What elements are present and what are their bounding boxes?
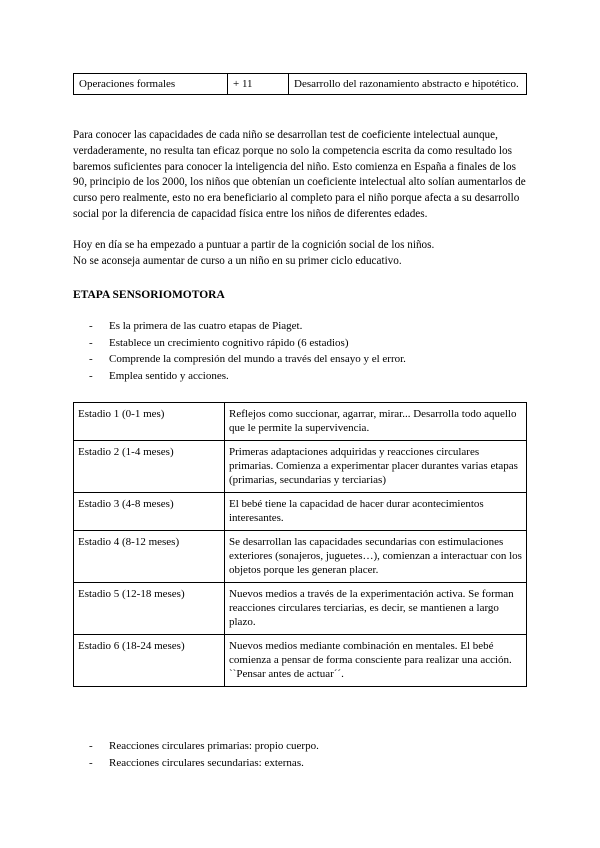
list-item: - Reacciones circulares secundarias: externas.	[89, 755, 529, 772]
description-cell: Primeras adaptaciones adquiridas y reacciones circulares primarias. Comienza a experimentar placer durantes varias etapas (primarias, secundarias y terciarias)	[225, 441, 527, 493]
table-row	[74, 531, 527, 583]
stage-cell: Estadio 3 (4-8 meses)	[74, 493, 225, 531]
table-row	[74, 635, 527, 687]
description-cell: Desarrollo del razonamiento abstracto e hipotético.	[289, 74, 527, 95]
stage-cell: Estadio 2 (1-4 meses)	[74, 441, 225, 493]
stage-cell: Estadio 6 (18-24 meses)	[74, 635, 225, 687]
stage-cell: Estadio 5 (12-18 meses)	[74, 583, 225, 635]
stages-table	[73, 402, 527, 687]
table-row	[74, 441, 527, 493]
table-row	[74, 493, 527, 531]
list-item: - Emplea sentido y acciones.	[89, 368, 529, 385]
description-cell: Reflejos como succionar, agarrar, mirar... Desarrolla todo aquello que le permite la supervivencia.	[225, 403, 527, 441]
list-item: - Comprende la compresión del mundo a través del ensayo y el error.	[89, 351, 529, 368]
circular-reactions-list	[89, 738, 529, 771]
table-row	[74, 583, 527, 635]
stage-cell: Estadio 1 (0-1 mes)	[74, 403, 225, 441]
list-item: - Reacciones circulares primarias: propio cuerpo.	[89, 738, 529, 755]
table-row	[74, 74, 527, 95]
table-row	[74, 403, 527, 441]
stage-cell: Operaciones formales	[74, 74, 228, 95]
list-item: - Establece un crecimiento cognitivo rápido (6 estadios)	[89, 335, 529, 352]
description-cell: Nuevos medios a través de la experimentación activa. Se forman reacciones circulares terciarias, es decir, se mantienen a largo plazo.	[225, 583, 527, 635]
characteristics-list	[89, 318, 529, 384]
section-heading: ETAPA SENSORIOMOTORA	[73, 289, 225, 301]
age-cell: + 11	[228, 74, 289, 95]
top-table	[73, 73, 527, 95]
description-cell: Se desarrollan las capacidades secundarias con estimulaciones exteriores (sonajeros, juguetes…), comienzan a interactuar con los objetos porque les generan placer.	[225, 531, 527, 583]
intro-paragraph: Para conocer las capacidades de cada niño se desarrollan test de coeficiente intelectual aunque, verdaderamente, no resulta tan eficaz porque no solo la competencia escrita da como resultado los baremos suficientes para conocer la inteligencia del niño. Esto comienza en España a finales de los 90, principio de los 2000, los niños que obtenían un coeficiente intelectual alto solían aumentarlos de curso pero realmente, esto no era beneficiario al completo para el niño porque afecta a su desarrollo social por la diferencia de capacidad física entre los niños de diferentes edades.	[73, 129, 526, 220]
description-cell: El bebé tiene la capacidad de hacer durar acontecimientos interesantes.	[225, 493, 527, 531]
paragraph-social-cognition: Hoy en día se ha empezado a puntuar a partir de la cognición social de los niños.	[73, 239, 435, 251]
stage-cell: Estadio 4 (8-12 meses)	[74, 531, 225, 583]
list-item: - Es la primera de las cuatro etapas de Piaget.	[89, 318, 529, 335]
paragraph-first-cycle: No se aconseja aumentar de curso a un niño en su primer ciclo educativo.	[73, 255, 402, 267]
description-cell: Nuevos medios mediante combinación en mentales. El bebé comienza a pensar de forma consciente para realizar una acción. ``Pensar antes de actuar´´.	[225, 635, 527, 687]
